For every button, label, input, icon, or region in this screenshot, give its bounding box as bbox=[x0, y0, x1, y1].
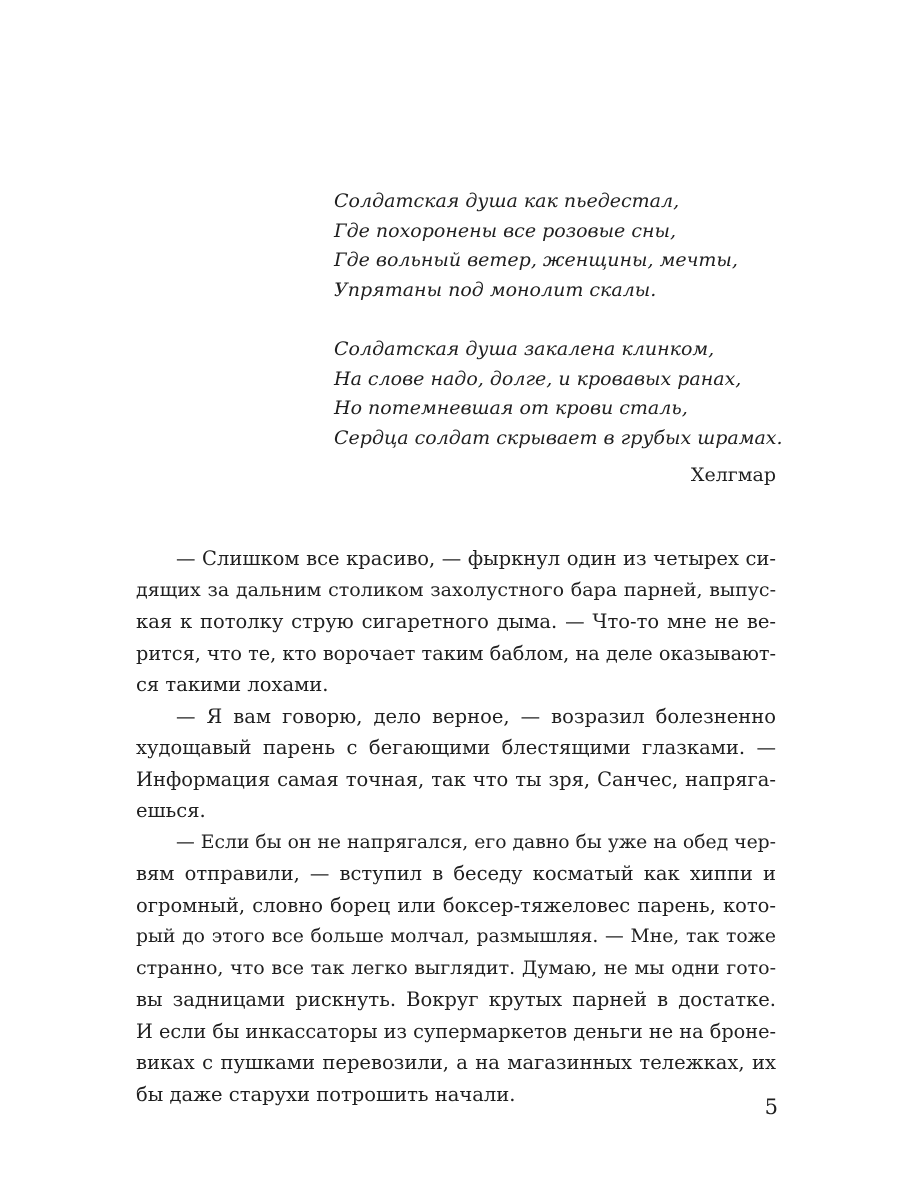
verse-line: Солдатская душа закалена клинком, bbox=[334, 338, 715, 360]
verse-line: Где похоронены все розовые сны, bbox=[334, 219, 676, 242]
paragraph-2 bbox=[136, 701, 776, 827]
text-line: вям отправили, — вступил в беседу косматый как хиппи и bbox=[136, 862, 776, 885]
text-line: кая к потолку струю сигаретного дыма. — Что-то мне не ве- bbox=[136, 610, 776, 633]
paragraph-1 bbox=[136, 543, 776, 701]
text-line: Информация самая точная, так что ты зря, Санчес, напряга- bbox=[136, 767, 776, 791]
epigraph-author: Хелгмар bbox=[690, 464, 776, 486]
epigraph-stanza-1 bbox=[334, 187, 784, 305]
verse-line: На слове надо, долге, и кровавых ранах, bbox=[334, 367, 742, 390]
body-text bbox=[136, 543, 776, 1110]
verse-line: Но потемневшая от крови сталь, bbox=[334, 397, 688, 419]
text-line: — Если бы он не напрягался, его давно бы уже на обед чер- bbox=[176, 831, 776, 853]
epigraph bbox=[334, 187, 784, 453]
text-line: ешься. bbox=[136, 799, 206, 822]
text-line: виках с пушками перевозили, а на магазинных тележках, их bbox=[136, 1051, 776, 1074]
text-line: рится, что те, кто ворочает таким баблом, на деле оказывают- bbox=[136, 641, 776, 665]
text-line: И если бы инкассаторы из супермаркетов деньги не на броне- bbox=[136, 1019, 776, 1043]
text-line: вы задницами рискнуть. Вокруг крутых парней в достатке. bbox=[136, 988, 776, 1011]
text-line: ся такими лохами. bbox=[136, 673, 329, 696]
text-line: рый до этого все больше молчал, размышляя. — Мне, так тоже bbox=[136, 926, 776, 947]
verse-line: Сердца солдат скрывает в грубых шрамах. bbox=[334, 426, 783, 449]
text-line: огромный, словно борец или боксер-тяжеловес парень, кото- bbox=[136, 893, 776, 917]
text-line: худощавый парень с бегающими блестящими глазками. — bbox=[136, 736, 776, 759]
text-line: — Слишком все красиво, — фыркнул один из четырех си- bbox=[176, 547, 776, 570]
verse-line: Упрятаны под монолит скалы. bbox=[334, 278, 657, 301]
page-number: 5 bbox=[764, 1095, 778, 1119]
verse-line: Солдатская душа как пьедестал, bbox=[334, 190, 680, 212]
text-line: дящих за дальним столиком захолустного бара парней, выпус- bbox=[136, 578, 776, 601]
text-line: — Я вам говорю, дело верное, — возразил болезненно bbox=[176, 704, 776, 728]
epigraph-stanza-2 bbox=[334, 335, 784, 453]
text-line: странно, что все так легко выглядит. Думаю, не мы одни гото- bbox=[136, 956, 776, 979]
paragraph-3 bbox=[136, 827, 776, 1111]
verse-line: Где вольный ветер, женщины, мечты, bbox=[334, 249, 738, 271]
text-line: бы даже старухи потрошить начали. bbox=[136, 1082, 516, 1106]
